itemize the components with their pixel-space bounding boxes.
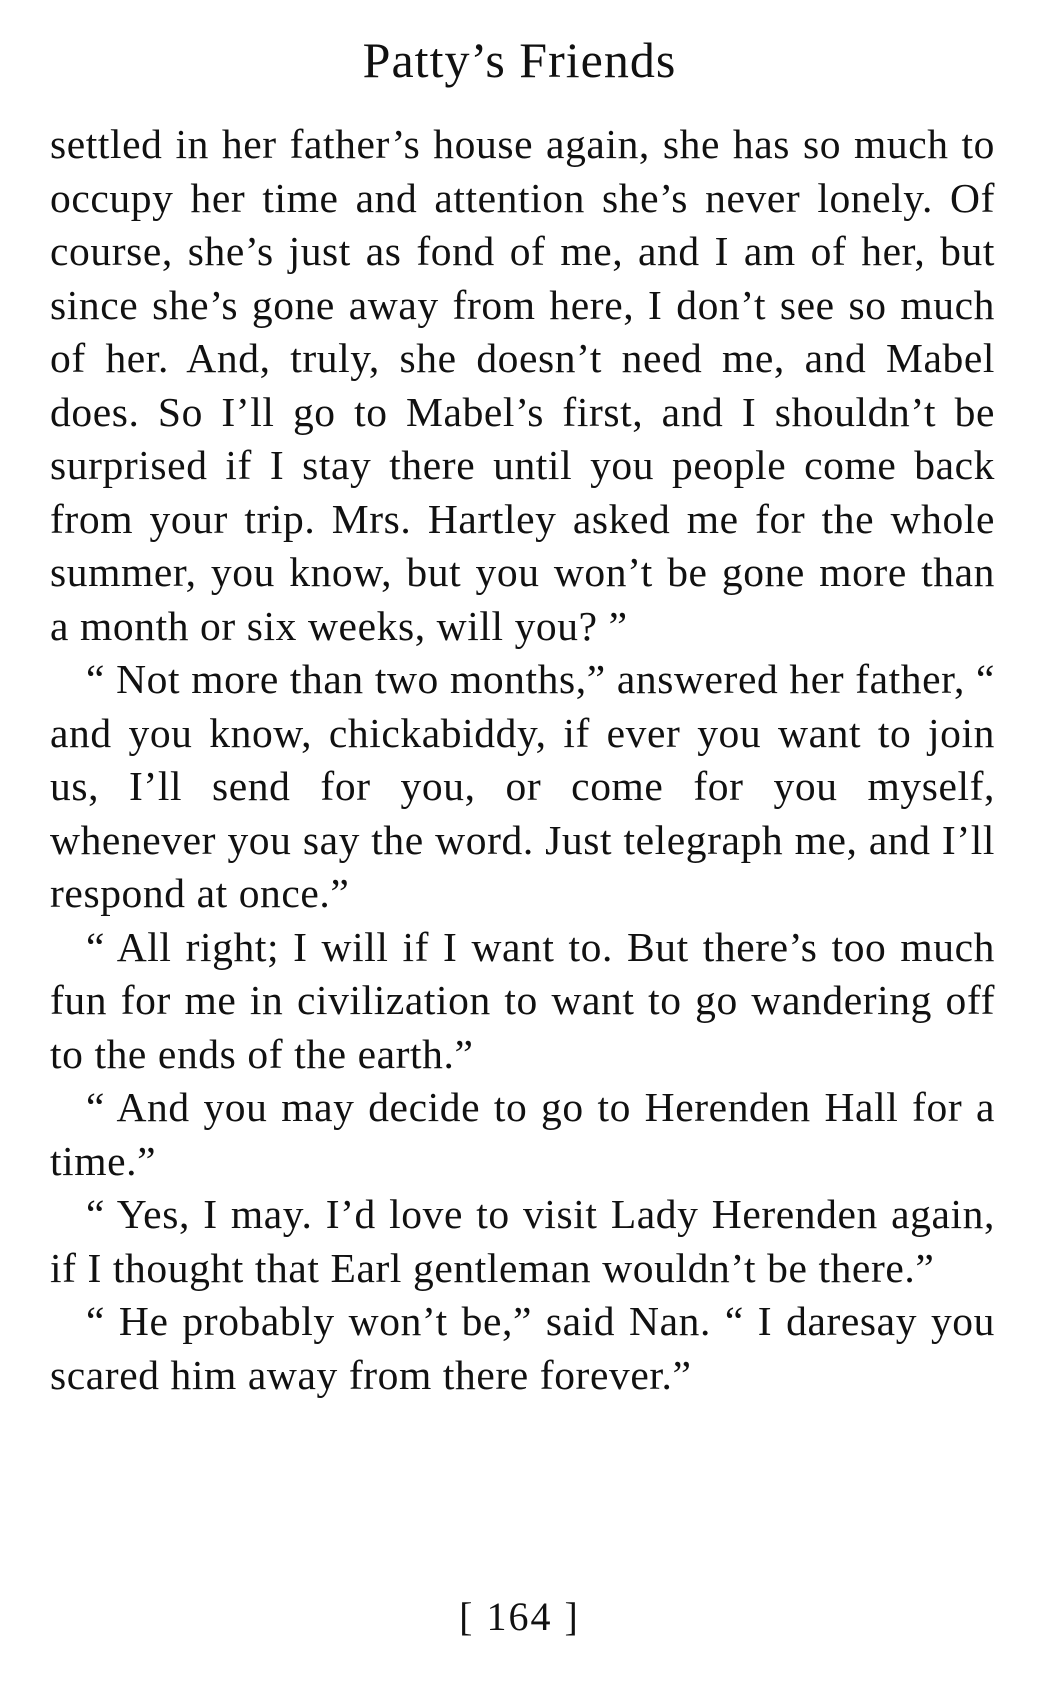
paragraph-continuation: settled in her father’s house again, she has so much to occupy her time and attention she’s never lonely. Of course, she’s just as fond of me, and I am of her, but since she’s gone away from here, I don’t see so much of her. And, truly, she doesn’t need me, and Mabel does. So I’ll go to Mabel’s first, and I shouldn’t be surprised if I stay there until you people come back from your trip. Mrs. Hartley asked me for the whole summer, you know, but you won’t be gone more than a month or six weeks, will you? ” <box>50 121 995 649</box>
running-head: Patty’s Friends <box>362 32 677 88</box>
paragraph: “ And you may decide to go to Herenden Hall for a time.” <box>50 1084 995 1184</box>
paragraph: “ Not more than two months,” answered her father, “ and you know, chickabiddy, if ever you want to join us, I’ll send for you, or come for you myself, whenever you say the word. Just telegraph me, and I’ll respond at once.” <box>50 656 995 916</box>
body-text <box>50 118 995 1402</box>
paragraph: “ He probably won’t be,” said Nan. “ I daresay you scared him away from there forever.” <box>50 1298 995 1398</box>
paragraph: “ All right; I will if I want to. But there’s too much fun for me in civilization to want to go wandering off to the ends of the earth.” <box>50 923 995 1077</box>
page-number: [ 164 ] <box>459 1594 580 1639</box>
paragraph: “ Yes, I may. I’d love to visit Lady Herenden again, if I thought that Earl gentleman wouldn’t be there.” <box>50 1191 995 1291</box>
